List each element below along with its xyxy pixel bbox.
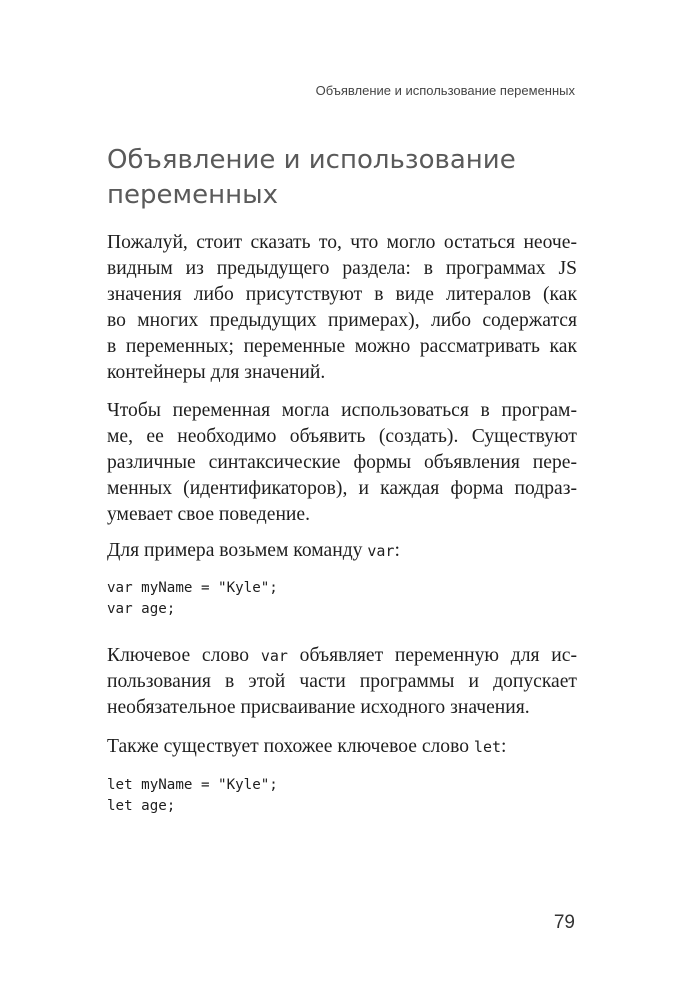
paragraph-line: умевает свое поведение. [107,504,311,525]
paragraph-let-intro [107,734,577,760]
code-line: let myName = "Kyle"; [107,777,278,793]
paragraph-text: : [501,736,507,757]
paragraph-text: Также существует похожее ключевое слово [107,736,474,757]
code-line: var age; [107,601,176,617]
paragraph-line [107,538,577,564]
paragraph-text: Ключевое слово [107,645,261,666]
paragraph-line: контейнеры для значений. [107,362,326,383]
paragraph-line: Пожалуй, стоит сказать то, что могло остаться неоче- [107,232,577,253]
paragraph-line: необязательное присваивание исходного значения. [107,697,530,718]
code-block-var [107,578,278,620]
paragraph-text: : [394,540,400,561]
paragraph-line: различные синтаксические формы объявления пере- [107,452,577,473]
inline-code-var: var [260,647,288,665]
paragraph-intro [107,230,577,386]
paragraph-line: во многих предыдущих примерах), либо содержатся [107,310,577,331]
code-line: let age; [107,798,176,814]
code-line: var myName = "Kyle"; [107,580,278,596]
inline-code-var: var [367,542,395,560]
paragraph-line: менных (идентификаторов), и каждая форма подраз- [107,478,577,499]
paragraph-text: Для примера возьмем команду [107,540,368,561]
code-block-let [107,775,278,817]
paragraph-declare [107,398,577,528]
paragraph-line [107,734,577,760]
section-title [107,143,577,213]
paragraph-line: значения либо присутствуют в виде литералов (как [107,284,577,305]
paragraph-line: ме, ее необходимо объявить (создать). Существуют [107,426,577,447]
section-title-line-1: Объявление и использование [107,145,516,175]
paragraph-text: объявляет переменную для ис- [287,645,578,666]
paragraph-line: видным из предыдущего раздела: в программах JS [107,258,577,279]
inline-code-let: let [473,738,502,756]
paragraph-var-example [107,538,577,564]
paragraph-line: в переменных; переменные можно рассматривать как [107,336,577,357]
running-header: Объявление и использование переменных [315,83,575,98]
section-title-line-2: переменных [107,180,279,210]
paragraph-line: Чтобы переменная могла использоваться в програм- [107,400,577,421]
paragraph-var-explanation [107,643,577,721]
page-number: 79 [553,912,575,933]
paragraph-line [107,643,577,669]
paragraph-line: пользования в этой части программы и допускает [107,671,577,692]
